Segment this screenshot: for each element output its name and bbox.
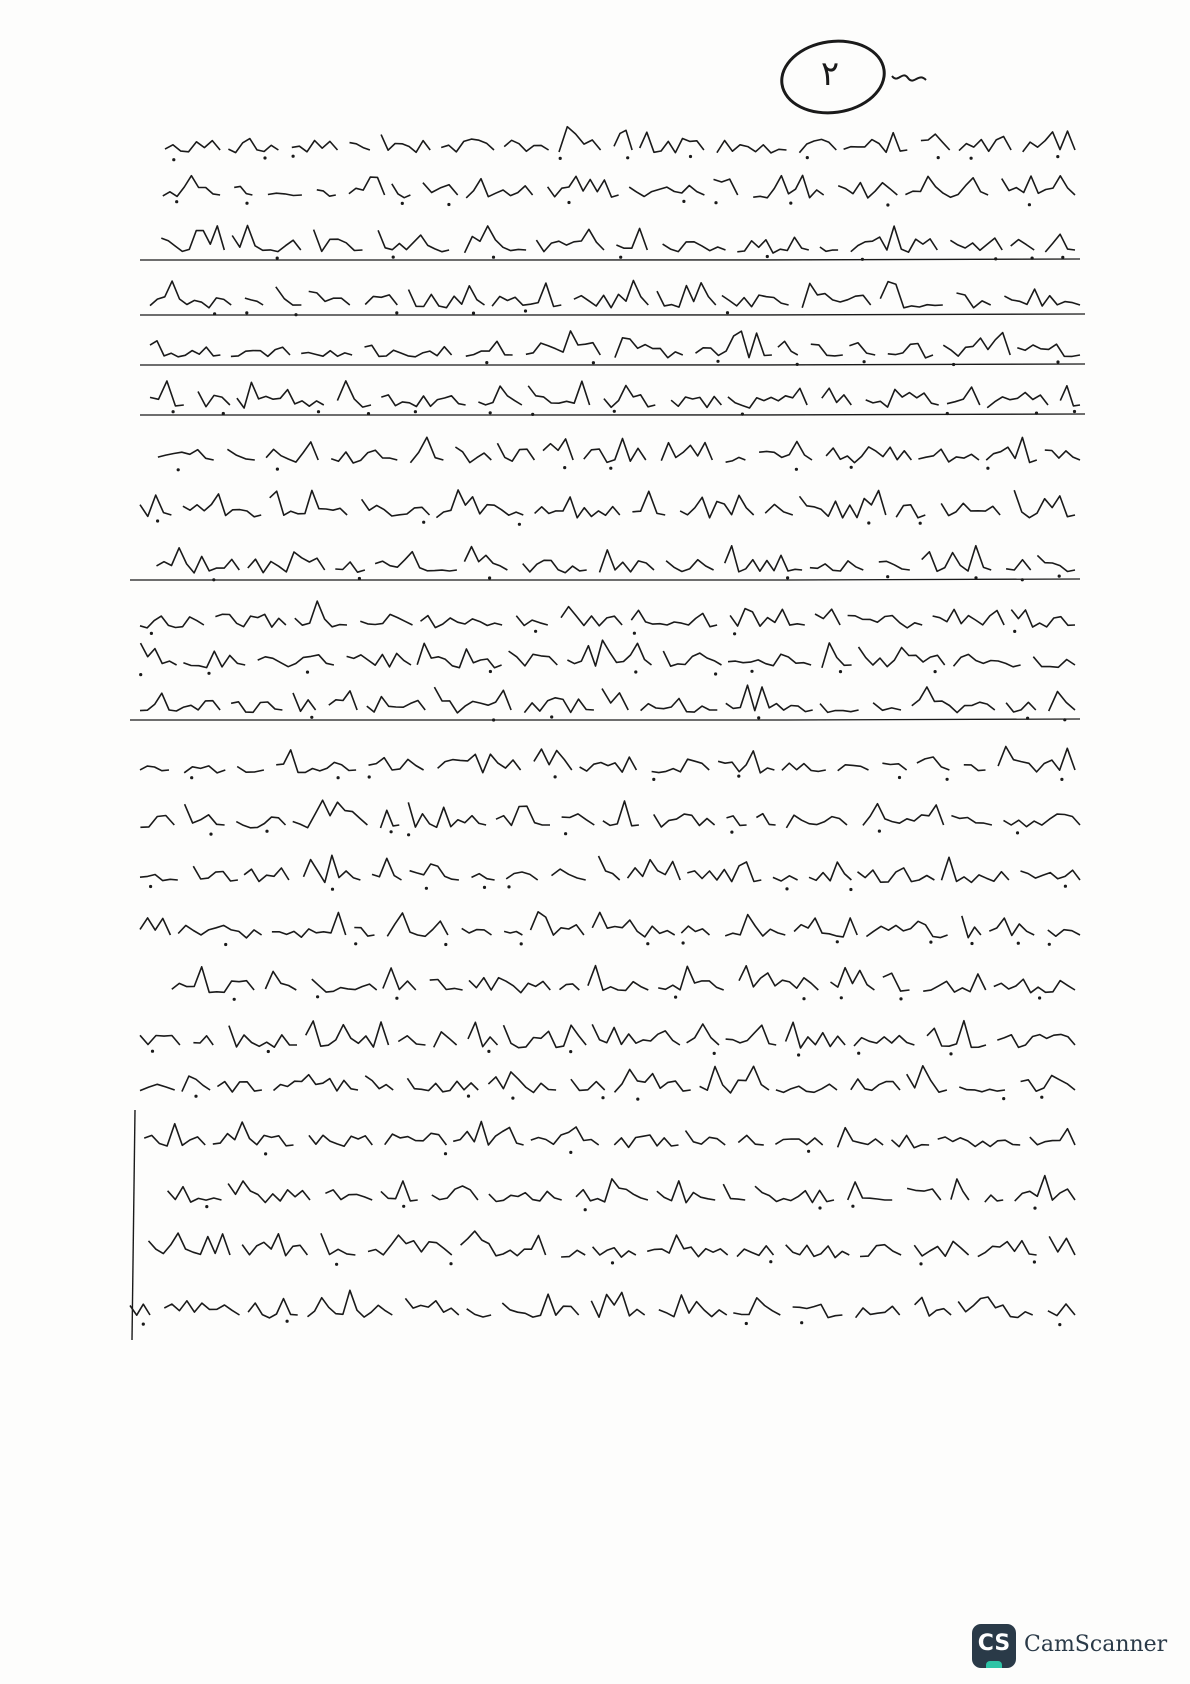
handwritten-line [144,1122,1075,1156]
handwritten-line [130,685,1080,721]
handwritten-line [172,966,1075,1001]
handwritten-line [149,1231,1076,1266]
handwritten-line [140,800,1080,836]
handwritten-line [158,437,1080,471]
handwritten-line [165,127,1075,162]
handwritten-line [163,175,1075,206]
handwritten-line [140,490,1075,526]
camscanner-logo-icon [972,1624,1016,1668]
camscanner-logo-text: CS [977,1631,1011,1656]
handwritten-line [168,1176,1075,1212]
handwritten-line [140,855,1080,891]
handwritten-line [140,601,1075,635]
handwritten-line [140,1066,1075,1101]
handwritten-line [130,1290,1075,1326]
margin-line [132,1110,135,1340]
camscanner-watermark [972,1624,1172,1672]
handwritten-line [140,331,1085,366]
handwritten-line [130,546,1080,582]
handwritten-line [140,226,1080,261]
camscanner-logo-notch [986,1661,1002,1668]
handwritten-line [140,912,1080,946]
camscanner-app-name: CamScanner [1024,1632,1168,1657]
handwritten-line [140,1021,1075,1057]
handwritten-line [140,747,1075,782]
page-number: ٢ [820,54,840,94]
handwritten-line [140,381,1085,416]
handwritten-line [139,640,1075,676]
handwritten-line [140,281,1085,317]
